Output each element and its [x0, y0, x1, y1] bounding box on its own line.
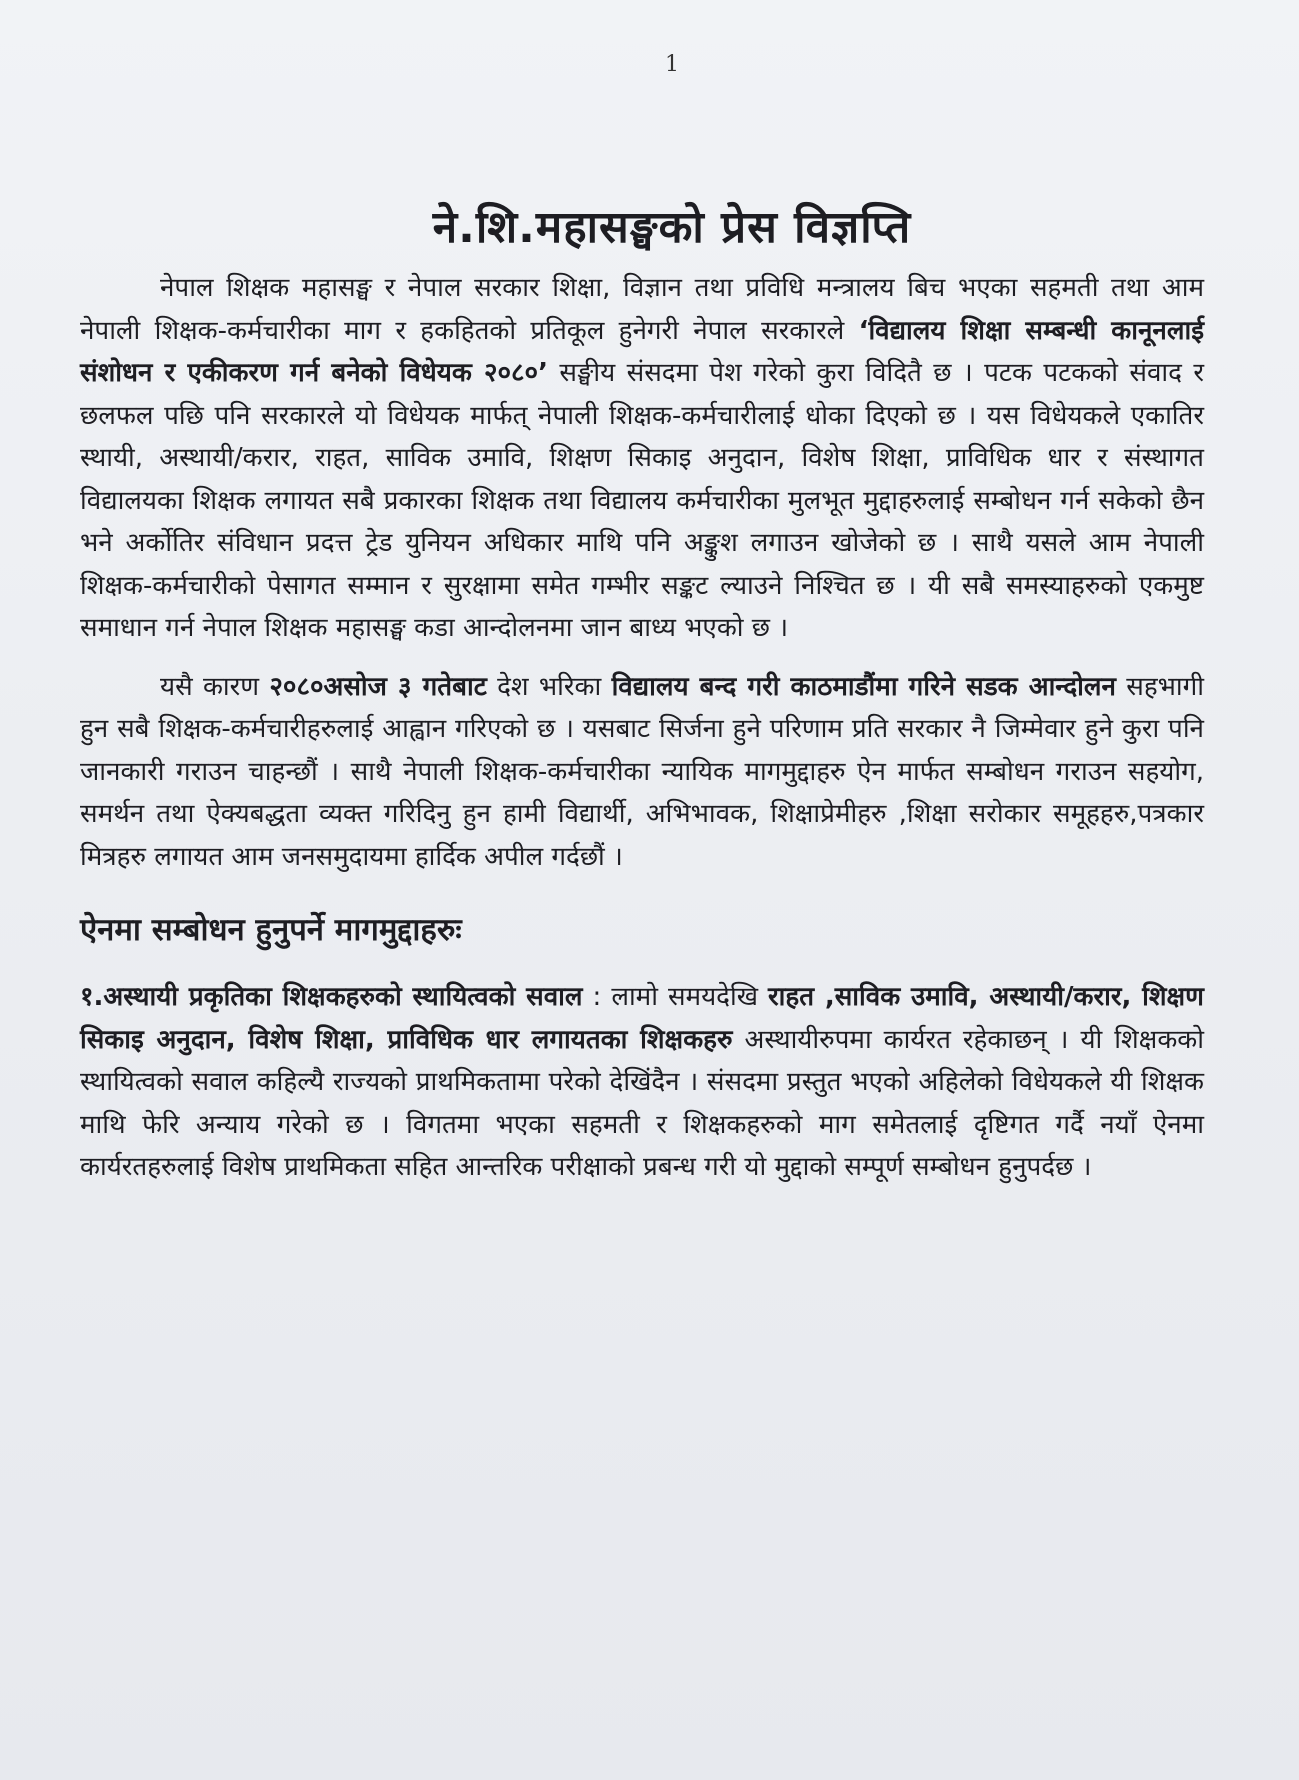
paragraph-protest-text-3: सहभागी हुन सबै शिक्षक-कर्मचारीहरुलाई आह्वान गरिएको छ । यसबाट सिर्जना हुने परिणाम प्रति सरकार नै जिम्मेवार हुने कुरा पनि जानकारी गराउन चाहन्छौं । साथै नेपाली शिक्षक-कर्मचारीका न्यायिक मागमुद्दाहरु ऐन मार्फत सम्बोधन गराउन सहयोग, समर्थन तथा ऐक्यबद्धता व्यक्त गरिदिनु हुन हामी विद्यार्थी, अभिभावक, शिक्षाप्रेमीहरु ,शिक्षा सरोकार समूहहरु,पत्रकार मित्रहरु लगायत आम जनसमुदायमा हार्दिक अपील गर्दछौं ।: [80, 671, 1205, 872]
paragraph-intro-text-2: सङ्घीय संसदमा पेश गरेको कुरा विदितै छ । पटक पटकको संवाद र छलफल पछि पनि सरकारले यो विधेयक मार्फत् नेपाली शिक्षक-कर्मचारीलाई धोका दिएको छ । यस विधेयकले एकातिर स्थायी, अस्थायी/करार, राहत, साविक उमावि, शिक्षण सिकाइ अनुदान, विशेष शिक्षा, प्राविधिक धार र संस्थागत विद्यालयका शिक्षक लगायत सबै प्रकारका शिक्षक तथा विद्यालय कर्मचारीका मुलभूत मुद्दाहरुलाई सम्बोधन गर्न सकेको छैन भने अर्कोतिर संविधान प्रदत्त ट्रेड युनियन अधिकार माथि पनि अङ्कुश लगाउन खोजेको छ । साथै यसले आम नेपाली शिक्षक-कर्मचारीको पेसागत सम्मान र सुरक्षामा समेत गम्भीर सङ्कट ल्याउने निश्चित छ । यी सबै समस्याहरुको एकमुष्ट समाधान गर्न नेपाल शिक्षक महासङ्घ कडा आन्दोलनमा जान बाध्य भएको छ ।: [80, 358, 1204, 643]
paragraph-protest-text-1: यसै कारण: [160, 671, 270, 702]
demand-item-1-teacher-types: राहत ,साविक उमावि, अस्थायी/करार, शिक्षण सिकाइ अनुदान, विशेष शिक्षा, प्राविधिक धार लगायतका शिक्षकहरु: [80, 982, 1204, 1055]
page-number: 1: [665, 52, 679, 77]
demand-item-1-text-2: अस्थायीरुपमा कार्यरत रहेकाछन् । यी शिक्षकको स्थायित्वको सवाल कहिल्यै राज्यको प्राथमिकतामा परेको देखिंदैन । संसदमा प्रस्तुत भएको अहिलेको विधेयकले यी शिक्षक माथि फेरि अन्याय गरेको छ । विगतमा भएका सहमती र शिक्षकहरुको माग समेतलाई दृष्टिगत गर्दै नयाँ ऐनमा कार्यरतहरुलाई विशेष प्राथमिकता सहित आन्तरिक परीक्षाको प्रबन्ध गरी यो मुद्दाको सम्पूर्ण सम्बोधन हुनुपर्दछ ।: [80, 1024, 1204, 1182]
demand-item-1-text-1: : लामो समयदेखि: [582, 982, 769, 1012]
protest-description: विद्यालय बन्द गरी काठमाडौंमा गरिने सडक आन्दोलन: [611, 671, 1116, 702]
bill-name: ‘विद्यालय शिक्षा सम्बन्धी कानूनलाई संशोधन र एकीकरण गर्न बनेको विधेयक २०८०’: [80, 315, 1204, 388]
demand-item-1-heading: १.अस्थायी प्रकृतिका शिक्षकहरुको स्थायित्वको सवाल: [80, 982, 583, 1012]
paragraph-intro-text-1: नेपाल शिक्षक महासङ्घ र नेपाल सरकार शिक्षा, विज्ञान तथा प्रविधि मन्त्रालय बिच भएका सहमती तथा आम नेपाली शिक्षक-कर्मचारीका माग र हकहितको प्रतिकूल हुनेगरी नेपाल सरकारले: [80, 273, 1204, 346]
press-release-title: ने.शि.महासङ्घको प्रेस विज्ञप्ति: [432, 202, 912, 253]
protest-start-date: २०८०असोज ३ गतेबाट: [269, 671, 487, 702]
demand-item-1: [80, 976, 1204, 1189]
paragraph-protest-call: [80, 666, 1204, 879]
paragraph-protest-text-2: देश भरिका: [486, 671, 612, 702]
demands-section-heading: ऐनमा सम्बोधन हुनुपर्ने मागमुद्दाहरुः: [80, 912, 462, 948]
paragraph-intro: [80, 267, 1204, 650]
